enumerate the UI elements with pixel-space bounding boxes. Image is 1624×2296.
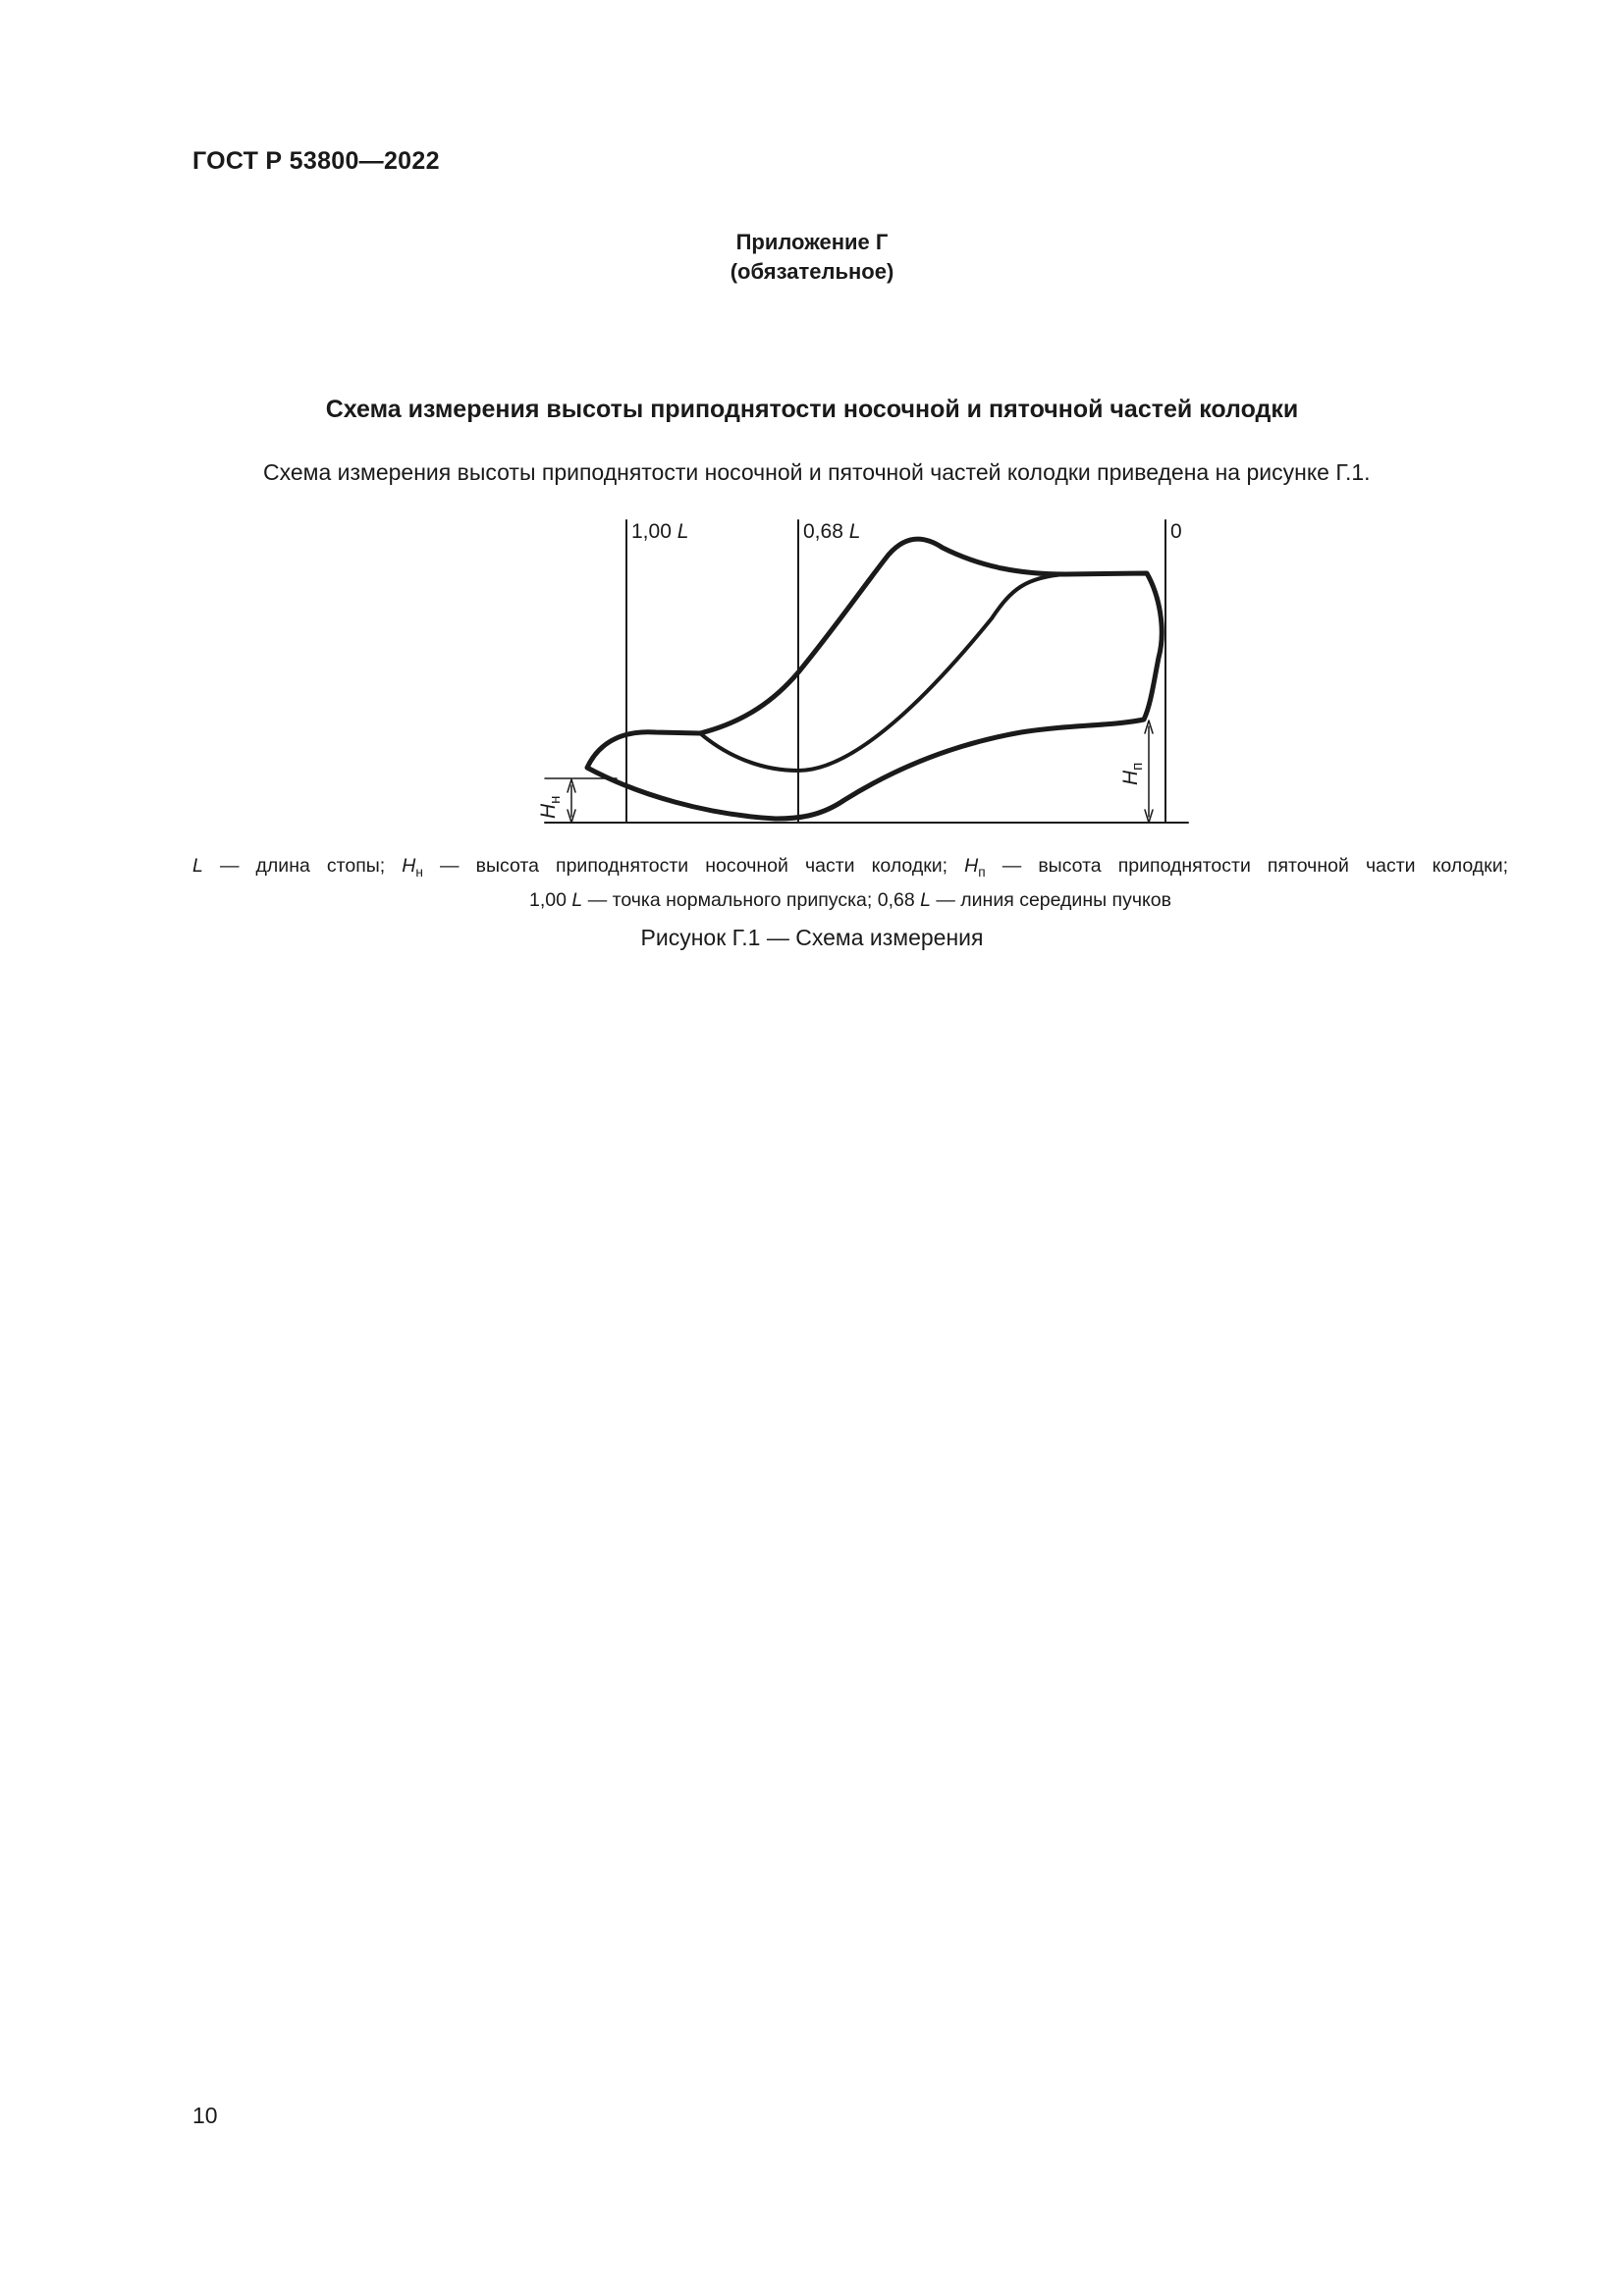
legend-line-1: L — длина стопы; $H_н$ — высота приподнятости носочной части колодки; $H_п$ — высота приподнятости пяточной части колодки; [192,855,1509,880]
body-paragraph: Схема измерения высоты приподнятости носочной и пяточной частей колодки приведена на рисунке Г.1. [263,459,1371,485]
page-number: 10 [192,2103,218,2128]
section-title: Схема измерения высоты приподнятости носочной и пяточной частей колодки [325,396,1299,423]
annex-title: Приложение Г [735,230,889,254]
measurement-diagram [0,0,1624,982]
figure-legend [192,852,1508,914]
label-hp: $H_п$ [1119,762,1146,785]
figure-caption: Рисунок Г.1 — Схема измерения [640,925,984,950]
label-hn: $H_н$ [537,795,564,819]
document-code: ГОСТ Р 53800—2022 [192,147,440,175]
last-outline [587,539,1162,819]
label-100l: 1,00 L [631,520,689,543]
label-zero: 0 [1170,520,1182,543]
legend-line-2: 1,00 L — точка нормального припуска; 0,68 L — линия середины пучков [529,889,1171,911]
last-inner-curve [700,574,1065,771]
label-068l: 0,68 L [803,520,861,543]
annex-status: (обязательное) [730,259,894,284]
